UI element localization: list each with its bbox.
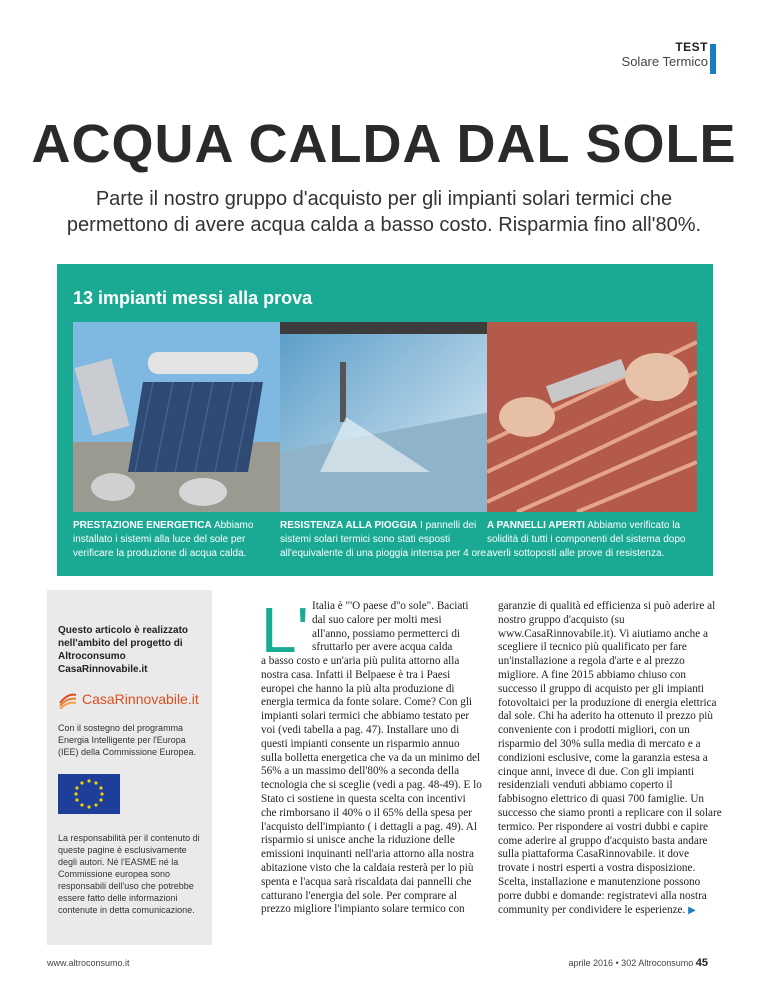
photo-open-panels	[487, 322, 697, 512]
photo-solar-heater	[73, 322, 283, 512]
footer-url: www.altroconsumo.it	[47, 958, 130, 968]
section-label: TEST	[675, 40, 708, 54]
feature-box	[57, 264, 713, 576]
article-column-1: a basso costo e un'aria più pulita attorno alla nostra casa. Infatti il Belpaese è tra i Paesi europei che hanno la più alta produzione di energia termica da fonte solare. Come? Con gli impianti solari termici che abbiamo testato per voi (vedi tabella a pag. 47). Installare uno di questi impianti consente un risparmio annuo sulla bolletta energetica che va da un minimo del 56% a un massimo dell'80% a seconda della tecnologia che si sceglie (vedi a pag. 48-49). E lo Stato ci sostiene in questa scelta con incentivi che rimborsano il 40% o il 65% della spesa per l'acquisto dell'impianto ( i dettagli a pag. 49). Al risparmio si unisce anche la riduzione delle emissioni inquinanti nell'aria attorno alla nostra abitazione visto che la caldaia resterà per lo più spenta e l'acqua sarà riscaldata dai pannelli che catturano l'energia del sole. Per comprare al prezzo migliore l'impianto solare termico con	[261, 655, 482, 916]
page-title: ACQUA CALDA DAL SOLE	[31, 114, 737, 174]
solar-heater-image	[73, 322, 283, 512]
subtitle-line-1: Parte il nostro gruppo d'acquisto per gli impianti solari termici che	[95, 188, 673, 210]
page-number: 45	[695, 957, 708, 969]
continue-arrow-icon: ▶	[688, 904, 696, 916]
photo-rain-test	[280, 322, 490, 512]
footer-issue-text: aprile 2016 • 302 Altroconsumo	[568, 958, 694, 968]
section-tag	[622, 40, 708, 69]
sidebar-box	[47, 590, 212, 945]
feature-title: 13 impianti messi alla prova	[73, 288, 313, 308]
drop-cap: L'	[261, 594, 309, 666]
article-column-2-text: garanzie di qualità ed efficienza si può aderire al nostro gruppo d'acquisto (su www.CasaRinnovabile.it). Vi aiutiamo anche a scegliere il tecnico più qualificato per fare un'installazione a regola d'arte e al prezzo migliore. A fine 2015 abbiamo chiuso con successo il gruppo di acquisto per gli impianti fotovoltaici per la produzione di energia elettrica dal sole. Chi ha aderito ha ottenuto il prezzo più conveniente con i prodotti migliori, con un risparmio del 30% sulla media di mercato e a condizioni esclusive, come la garanzia estesa a cinque anni, invece di due. Con gli impianti residenziali venduti abbiamo coperto il fabbisogno elettrico di quasi 700 famiglie. Un successo che siamo pronti a replicare con il solare termico. Per rispondere ai vostri dubbi e capire come aderire al gruppo d'acquisto basta andare sulla piattaforma CasaRinnovabile. it dove trovate i nostri esperti a vostra disposizione. Scelta, installazione e manutenzione possono porre dubbi e domande: registratevi alla nostra community per condividere le esperienze.	[498, 600, 722, 916]
article-column-2	[498, 600, 722, 917]
article-intro: Italia è "'O paese d''o sole". Baciati dal suo calore per molti mesi all'anno, possiamo permetterci di sfruttarlo per avere acqua calda	[312, 600, 469, 654]
caption-panels-label: A PANNELLI APERTI	[487, 520, 585, 531]
caption-rain-text: I pannelli dei sistemi solari termici sono stati esposti all'equivalente di una pioggia intensa per 4 ore.	[280, 520, 489, 559]
eu-flag-icon	[58, 774, 120, 814]
subtitle-line-2: permettono di avere acqua calda a basso costo. Risparmia fino all'80%.	[66, 214, 702, 236]
section-accent-bar	[710, 44, 716, 74]
program-text: Con il sostegno del programma Energia Intelligente per l'Europa (IEE) della Commissione Europea.	[58, 723, 197, 757]
caption-energy-label: PRESTAZIONE ENERGETICA	[73, 520, 212, 531]
caption-panels-text: Abbiamo verificato la solidità di tutti i componenti del sistema dopo averli sottoposti alle prove di resistenza.	[487, 520, 686, 559]
subsection-label: Solare Termico	[621, 54, 708, 69]
casarinnovabile-logo	[58, 688, 201, 710]
caption-panels	[487, 519, 697, 561]
caption-energy-text: Abbiamo installato i sistemi alla luce del sole per verificare la produzione di acqua calda.	[73, 520, 254, 559]
logo-mark-icon	[58, 689, 78, 709]
open-panels-image	[487, 322, 697, 512]
sidebar-heading: Questo articolo è realizzato nell'ambito del progetto di Altroconsumo CasaRinnovabile.it	[58, 625, 189, 675]
logo-text: CasaRinnovabile.it	[82, 691, 199, 707]
caption-rain	[280, 519, 490, 561]
caption-energy	[73, 519, 283, 561]
rain-test-image	[280, 322, 490, 512]
disclaimer-text: La responsabilità per il contenuto di queste pagine è esclusivamente degli autori. Né l'EASME né la Commissione europea sono responsabili dell'uso che potrebbe essere fatto delle informazioni contenute in detta comunicazione.	[58, 833, 200, 915]
caption-rain-label: RESISTENZA ALLA PIOGGIA	[280, 520, 418, 531]
subtitle	[40, 186, 728, 238]
footer-issue	[569, 957, 709, 969]
